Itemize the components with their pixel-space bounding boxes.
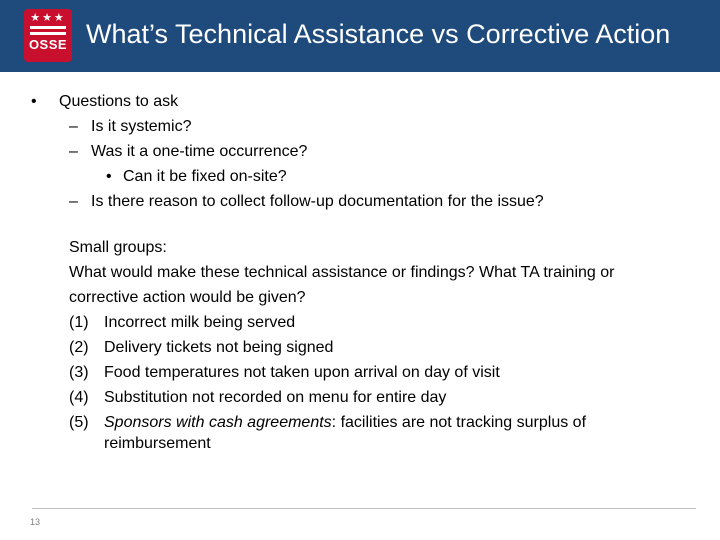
slide-title: What’s Technical Assistance vs Corrective Action [86,19,671,49]
prompt-text: What would make these technical assistance or findings? What TA training or [69,264,615,281]
list-item-number: (4) [69,389,89,406]
list-item-text: Substitution not recorded on menu for entire day [104,389,447,406]
osse-logo [24,9,72,62]
sub-bullet-text: Is it systemic? [91,118,192,135]
logo-stripe [30,26,66,29]
dash-icon: – [69,193,78,210]
list-item-text: Food temperatures not taken upon arrival on day of visit [104,364,500,381]
list-item-text-rest: : facilities are not tracking surplus of [331,414,587,431]
list-item-number: (5) [69,414,89,431]
small-groups-heading: Small groups: [69,239,167,256]
dash-icon: – [69,143,78,160]
emphasis-text: Sponsors with cash agreements [104,414,332,431]
list-item-number: (2) [69,339,89,356]
logo-text: OSSE [28,37,68,52]
list-item-number: (3) [69,364,89,381]
logo-stars-icon: ★★★ [30,12,66,24]
sub-bullet-text: Was it a one-time occurrence? [91,143,308,160]
bullet-text: Questions to ask [59,93,179,110]
bullet-icon: • [31,93,37,110]
list-item-text: Delivery tickets not being signed [104,339,334,356]
footer-divider [32,508,696,509]
bullet-icon: • [106,168,112,185]
dash-icon: – [69,118,78,135]
title-bar [0,0,720,72]
logo-stripe [30,32,66,35]
prompt-text: corrective action would be given? [69,289,306,306]
sub-sub-bullet-text: Can it be fixed on-site? [123,168,287,185]
sub-bullet-text: Is there reason to collect follow-up documentation for the issue? [91,193,544,210]
list-item-text-continued: reimbursement [104,435,211,452]
list-item-number: (1) [69,314,89,331]
page-number: 13 [30,517,41,527]
list-item-text: Incorrect milk being served [104,314,296,331]
